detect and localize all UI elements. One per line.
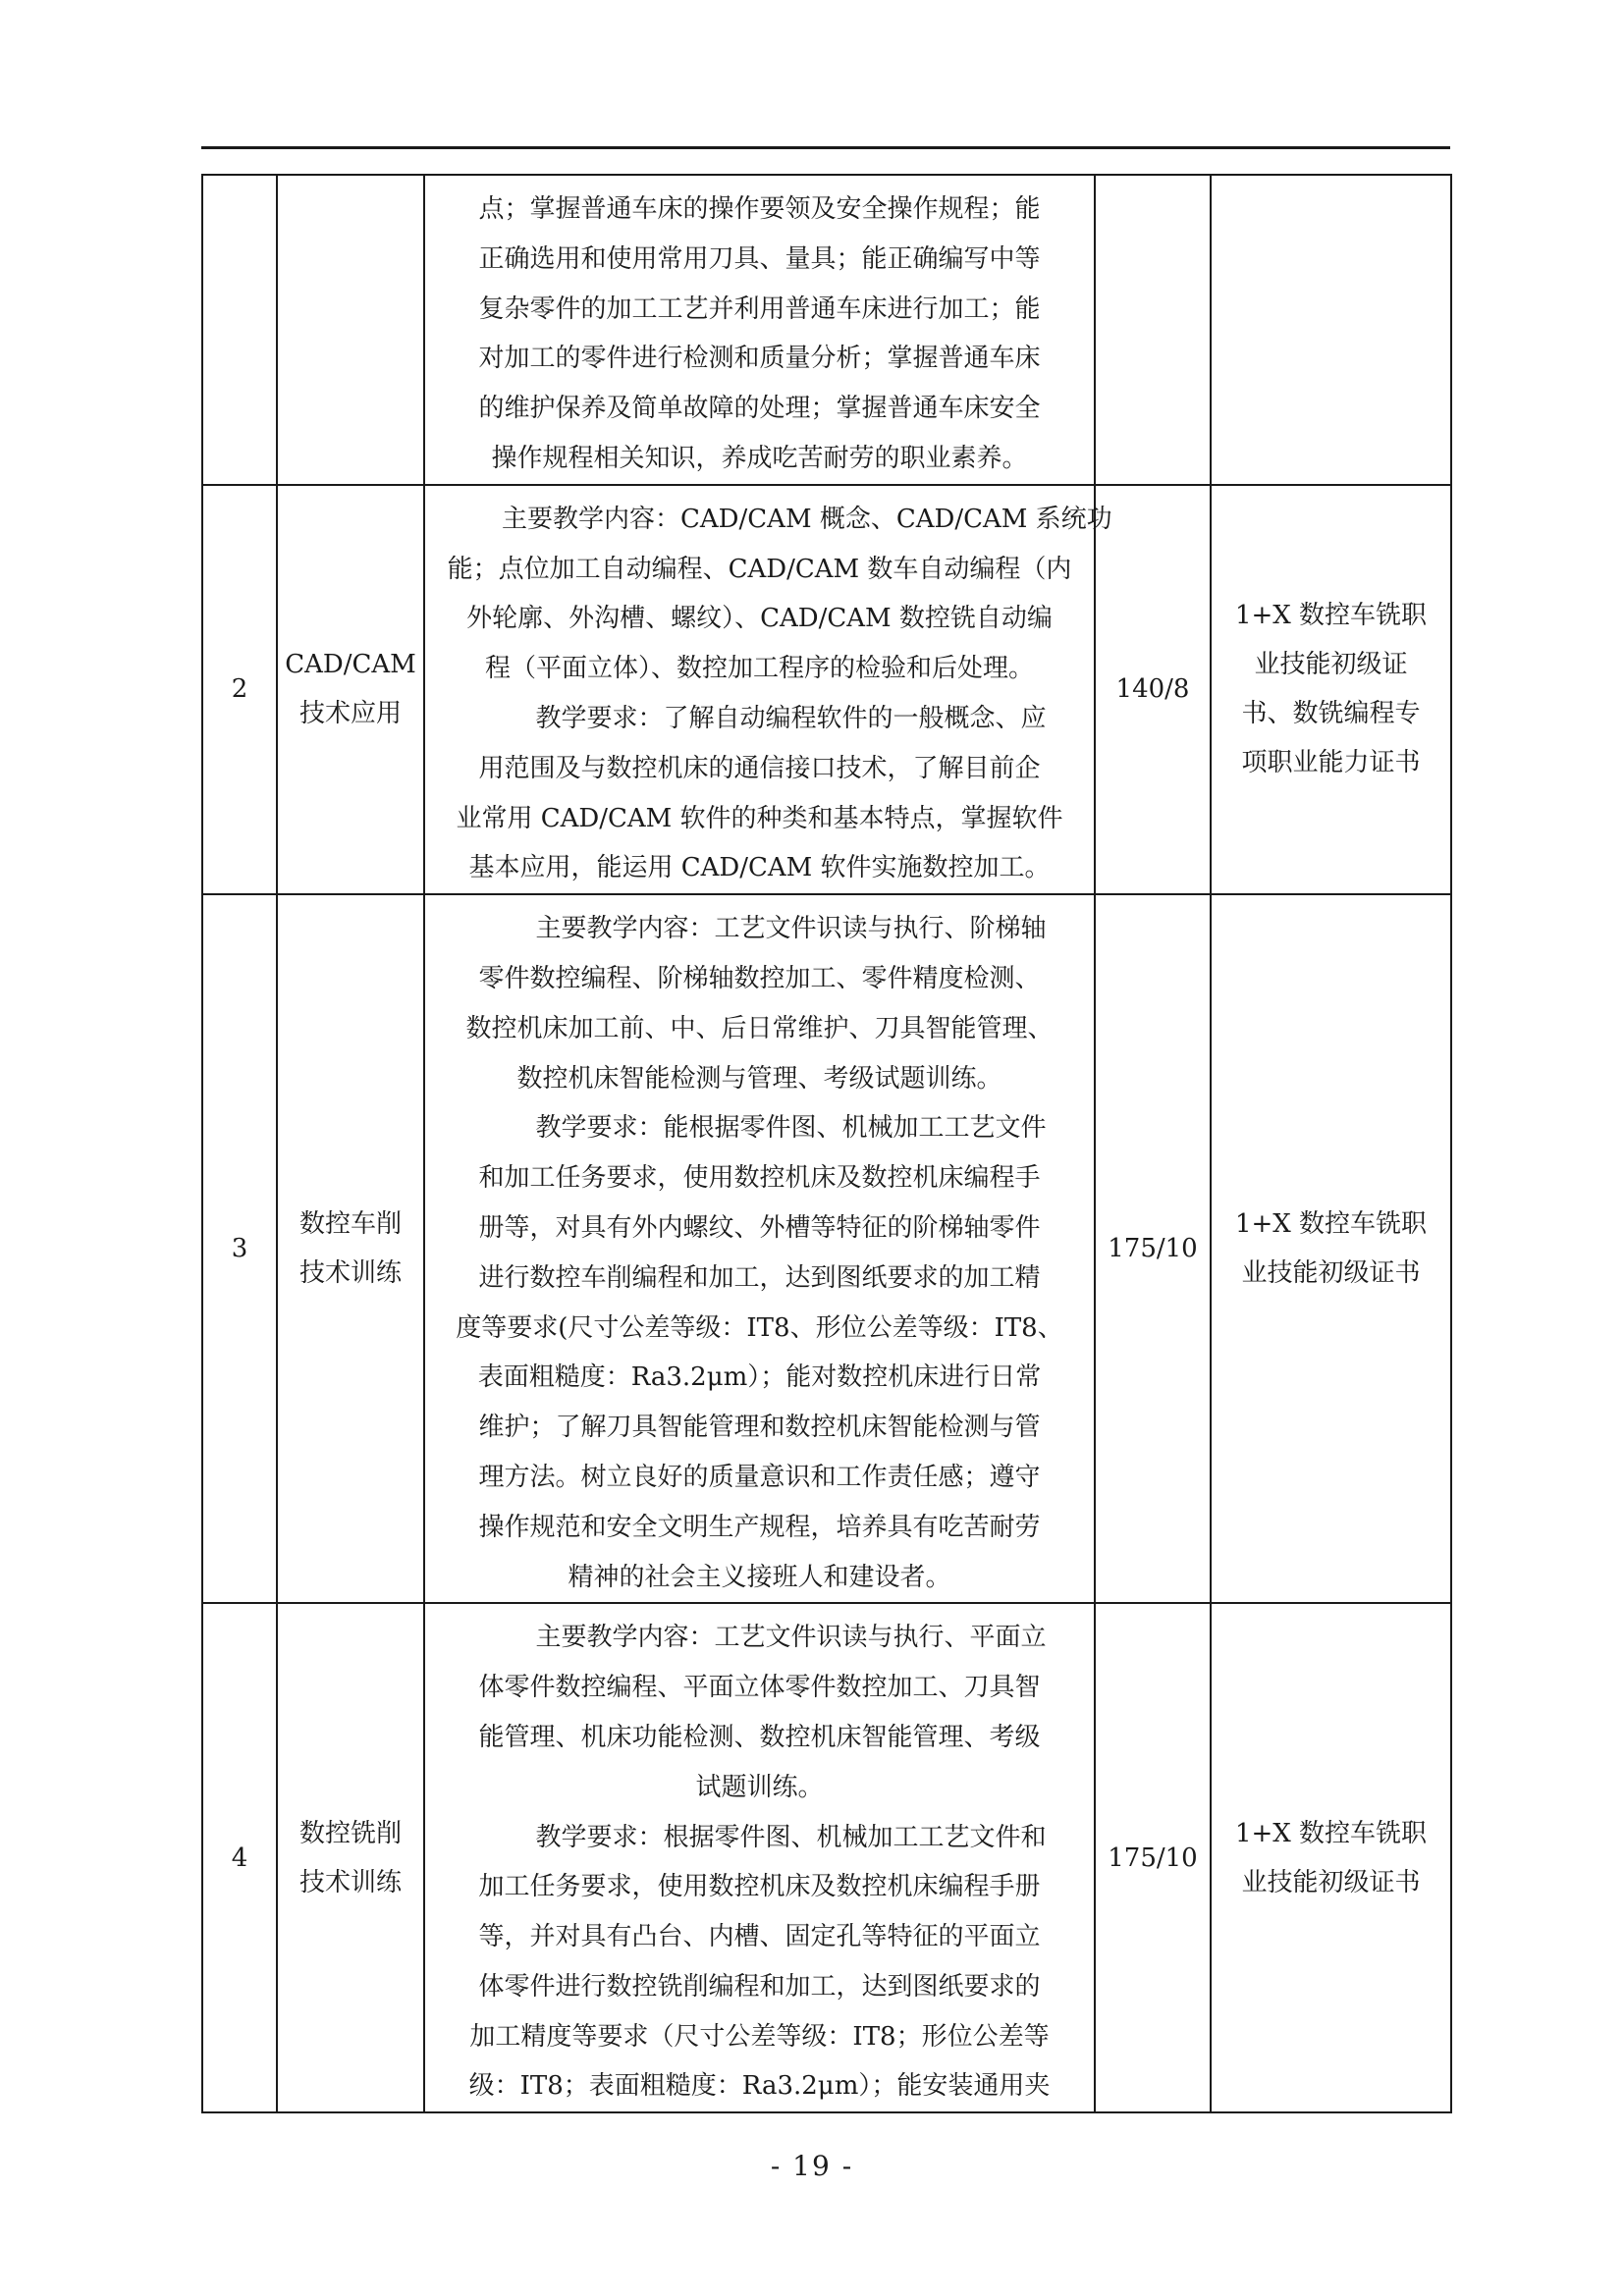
course-content-cell bbox=[424, 894, 1095, 1603]
course-content-cell bbox=[424, 175, 1095, 485]
content-line: 外轮廓、外沟槽、螺纹）、CAD/CAM 数控铣自动编 bbox=[466, 604, 1053, 634]
hours-value: 140/8 bbox=[1115, 674, 1190, 705]
content-line: 加工任务要求，使用数控机床及数控机床编程手册 bbox=[478, 1872, 1041, 1902]
table-row bbox=[202, 1603, 1451, 2112]
table-row bbox=[202, 485, 1451, 894]
row-number: 3 bbox=[231, 1234, 248, 1264]
row-number: 2 bbox=[231, 674, 248, 705]
course-name-cell bbox=[277, 485, 424, 894]
row-number-cell bbox=[202, 485, 277, 894]
content-line: 数控机床智能检测与管理、考级试题训练。 bbox=[516, 1063, 1002, 1094]
content-line: 程（平面立体）、数控加工程序的检验和后处理。 bbox=[484, 654, 1034, 684]
row-number-cell bbox=[202, 1603, 277, 2112]
certificate-line: 项职业能力证书 bbox=[1241, 748, 1421, 778]
content-line: 操作规范和安全文明生产规程，培养具有吃苦耐劳 bbox=[478, 1512, 1041, 1542]
course-name-line: CAD/CAM bbox=[285, 650, 416, 680]
certificate-cell bbox=[1211, 175, 1451, 485]
certificate-line: 1+X 数控车铣职 bbox=[1234, 1818, 1428, 1848]
content-line: 理方法。树立良好的质量意识和工作责任感；遵守 bbox=[478, 1462, 1041, 1492]
course-name-line: 技术训练 bbox=[298, 1867, 402, 1897]
content-line: 体零件数控编程、平面立体零件数控加工、刀具智 bbox=[478, 1673, 1041, 1703]
certificate-cell bbox=[1211, 485, 1451, 894]
content-line: 进行数控车削编程和加工，达到图纸要求的加工精 bbox=[478, 1262, 1041, 1293]
course-table bbox=[201, 174, 1452, 2113]
course-name-line: 数控铣削 bbox=[298, 1818, 402, 1848]
course-content-cell bbox=[424, 485, 1112, 894]
certificate-cell bbox=[1211, 1603, 1451, 2112]
certificate-line: 业技能初级证书 bbox=[1241, 1867, 1421, 1897]
course-name-line: 数控车削 bbox=[298, 1209, 402, 1240]
content-line: 表面粗糙度：Ra3.2μm）；能对数控机床进行日常 bbox=[477, 1362, 1042, 1393]
course-name-cell bbox=[277, 175, 424, 485]
hours-value: 175/10 bbox=[1108, 1234, 1198, 1264]
content-line: 能；点位加工自动编程、CAD/CAM 数车自动编程（内 bbox=[447, 554, 1072, 584]
content-line: 加工精度等要求（尺寸公差等级：IT8；形位公差等 bbox=[469, 2021, 1050, 2052]
content-line: 点；掌握普通车床的操作要领及安全操作规程；能 bbox=[478, 194, 1041, 224]
hours-value: 175/10 bbox=[1108, 1842, 1198, 1873]
content-line: 册等，对具有外内螺纹、外槽等特征的阶梯轴零件 bbox=[478, 1212, 1041, 1243]
content-line: 精神的社会主义接班人和建设者。 bbox=[568, 1562, 951, 1592]
hours-cell bbox=[1095, 175, 1211, 485]
content-line: 和加工任务要求，使用数控机床及数控机床编程手 bbox=[478, 1163, 1041, 1194]
content-line: 操作规程相关知识，养成吃苦耐劳的职业素养。 bbox=[491, 443, 1028, 473]
content-line: 基本应用，能运用 CAD/CAM 软件实施数控加工。 bbox=[468, 853, 1051, 883]
course-name-line: 技术应用 bbox=[298, 699, 402, 729]
certificate-line: 1+X 数控车铣职 bbox=[1234, 1209, 1428, 1240]
course-name-cell bbox=[277, 894, 424, 1603]
certificate-line: 业技能初级证 bbox=[1254, 650, 1408, 680]
content-line: 教学要求：了解自动编程软件的一般概念、应 bbox=[535, 703, 1047, 733]
content-line: 主要教学内容：工艺文件识读与执行、阶梯轴 bbox=[535, 914, 1047, 944]
content-line: 教学要求：能根据零件图、机械加工工艺文件 bbox=[535, 1113, 1047, 1144]
hours-cell bbox=[1095, 1603, 1211, 2112]
hours-cell bbox=[1095, 894, 1211, 1603]
page-number: - 19 - bbox=[770, 2150, 854, 2182]
content-line: 度等要求(尺寸公差等级：IT8、形位公差等级：IT8、 bbox=[456, 1312, 1063, 1343]
table-row bbox=[202, 894, 1451, 1603]
certificate-line: 业技能初级证书 bbox=[1241, 1258, 1421, 1289]
content-line: 维护；了解刀具智能管理和数控机床智能检测与管 bbox=[478, 1413, 1041, 1443]
header-rule bbox=[201, 146, 1450, 149]
course-name-cell bbox=[277, 1603, 424, 2112]
content-line: 体零件进行数控铣削编程和加工，达到图纸要求的 bbox=[478, 1971, 1041, 2002]
content-line: 等，并对具有凸台、内槽、固定孔等特征的平面立 bbox=[478, 1922, 1041, 1952]
content-line: 试题训练。 bbox=[695, 1772, 824, 1802]
certificate-line: 书、数铣编程专 bbox=[1241, 699, 1421, 729]
hours-cell bbox=[1095, 485, 1211, 894]
content-line: 对加工的零件进行检测和质量分析；掌握普通车床 bbox=[478, 344, 1041, 374]
content-line: 用范围及与数控机床的通信接口技术，了解目前企 bbox=[478, 753, 1041, 783]
row-number: 4 bbox=[231, 1842, 248, 1873]
content-line: 数控机床加工前、中、后日常维护、刀具智能管理、 bbox=[465, 1013, 1054, 1043]
content-line: 复杂零件的加工工艺并利用普通车床进行加工；能 bbox=[478, 294, 1041, 324]
course-name-line: 技术训练 bbox=[298, 1258, 402, 1289]
content-line: 正确选用和使用常用刀具、量具；能正确编写中等 bbox=[478, 243, 1041, 274]
content-line: 能管理、机床功能检测、数控机床智能管理、考级 bbox=[478, 1722, 1041, 1752]
content-line: 主要教学内容：CAD/CAM 概念、CAD/CAM 系统功 bbox=[502, 504, 1112, 534]
certificate-cell bbox=[1211, 894, 1451, 1603]
table-body bbox=[202, 175, 1451, 2112]
content-line: 主要教学内容：工艺文件识读与执行、平面立 bbox=[535, 1623, 1047, 1653]
course-content-cell bbox=[424, 1603, 1095, 2112]
certificate-line: 1+X 数控车铣职 bbox=[1234, 601, 1428, 631]
content-line: 的维护保养及简单故障的处理；掌握普通车床安全 bbox=[478, 394, 1041, 424]
table-row bbox=[202, 175, 1451, 485]
content-line: 零件数控编程、阶梯轴数控加工、零件精度检测、 bbox=[478, 963, 1041, 993]
content-line: 教学要求：根据零件图、机械加工工艺文件和 bbox=[535, 1822, 1047, 1852]
row-number-cell bbox=[202, 175, 277, 485]
content-line: 级：IT8；表面粗糙度：Ra3.2μm）；能安装通用夹 bbox=[468, 2071, 1051, 2102]
content-line: 业常用 CAD/CAM 软件的种类和基本特点，掌握软件 bbox=[456, 803, 1063, 833]
row-number-cell bbox=[202, 894, 277, 1603]
